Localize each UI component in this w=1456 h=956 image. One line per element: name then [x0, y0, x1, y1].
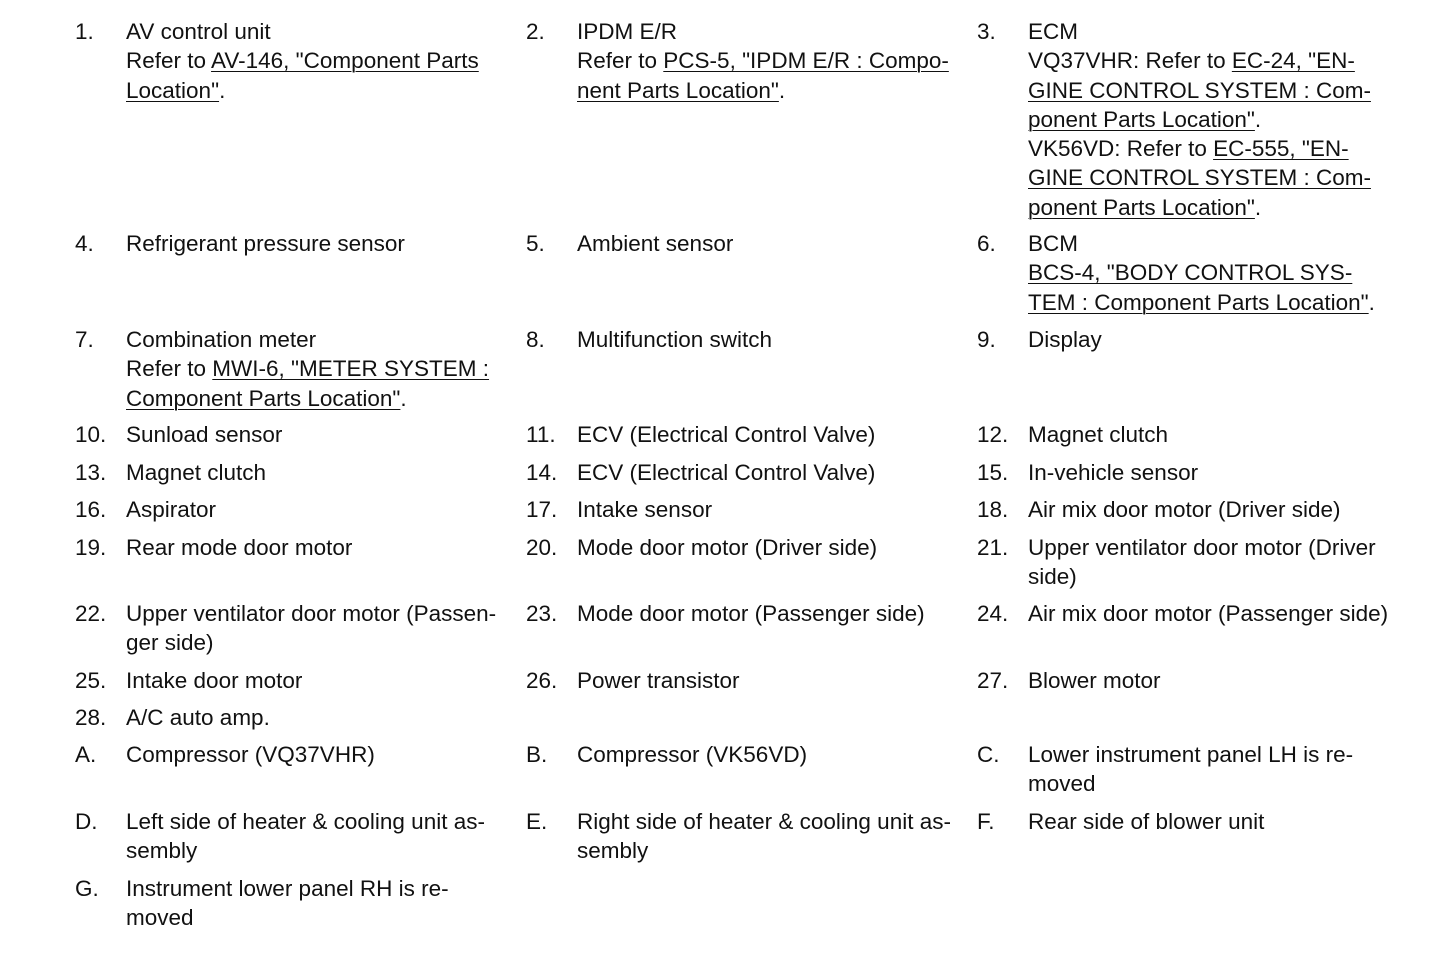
- item-title: BCM: [1028, 231, 1078, 256]
- item-number: 26.: [526, 668, 558, 693]
- item-letter: F.: [977, 809, 995, 834]
- item-letter: G.: [75, 876, 99, 901]
- item-content: [126, 703, 516, 732]
- period: .: [1368, 289, 1375, 315]
- item-content: [1028, 599, 1413, 628]
- item-text: Multifunction switch: [577, 327, 773, 352]
- item-title: IPDM E/R: [577, 19, 678, 44]
- item-text: Aspirator: [126, 497, 217, 522]
- item-number: 15.: [977, 460, 1009, 485]
- item-content: [126, 420, 516, 449]
- item-letter: C.: [977, 742, 1000, 767]
- item-text: Blower motor: [1028, 668, 1161, 693]
- item-content: [1028, 495, 1413, 524]
- item-number: 17.: [526, 497, 558, 522]
- item-text: Instrument lower panel RH is re-: [126, 876, 449, 901]
- item-number: 8.: [526, 327, 545, 352]
- reference-link[interactable]: EC-24, "EN-: [1231, 48, 1355, 74]
- item-number: 20.: [526, 535, 558, 560]
- item-content: [126, 599, 516, 658]
- item-letter: E.: [526, 809, 548, 834]
- item-number: 11.: [526, 422, 556, 447]
- item-content: [1028, 229, 1413, 317]
- period: .: [219, 77, 226, 103]
- item-letter: B.: [526, 742, 548, 767]
- item-content: [1028, 458, 1413, 487]
- reference-link[interactable]: PCS-5, "IPDM E/R : Compo-: [663, 48, 949, 74]
- item-text: Sunload sensor: [126, 422, 283, 447]
- item-number: 25.: [75, 668, 107, 693]
- item-content: [126, 874, 516, 933]
- item-text: Refrigerant pressure sensor: [126, 231, 405, 256]
- refer-text: Refer to: [126, 356, 213, 382]
- item-text: Right side of heater & cooling unit as-: [577, 809, 951, 834]
- period: .: [400, 385, 407, 411]
- reference-link[interactable]: nent Parts Location": [577, 77, 779, 103]
- item-title: ECM: [1028, 19, 1078, 44]
- period: .: [1254, 106, 1262, 132]
- item-number: 18.: [977, 497, 1009, 522]
- item-text: side): [1028, 564, 1077, 590]
- item-number: 16.: [75, 497, 107, 522]
- item-text: Power transistor: [577, 668, 740, 693]
- item-text: Intake sensor: [577, 497, 713, 522]
- item-text: moved: [126, 905, 194, 931]
- reference-link[interactable]: Location": [126, 77, 220, 103]
- item-content: [577, 458, 967, 487]
- reference-link[interactable]: BCS-4, "BODY CONTROL SYS-: [1028, 260, 1353, 286]
- item-content: [577, 495, 967, 524]
- refer-text: VQ37VHR: Refer to: [1028, 48, 1232, 74]
- item-number: 10.: [75, 422, 107, 447]
- period: .: [778, 77, 786, 103]
- item-number: 3.: [977, 19, 996, 44]
- reference-link[interactable]: Component Parts Location": [126, 385, 401, 411]
- item-text: Left side of heater & cooling unit as-: [126, 809, 485, 834]
- item-number: 19.: [75, 535, 107, 560]
- item-title: AV control unit: [126, 19, 271, 44]
- item-text: Upper ventilator door motor (Driver: [1028, 535, 1376, 560]
- item-content: [1028, 420, 1413, 449]
- item-content: [577, 420, 967, 449]
- item-content: [577, 325, 967, 354]
- item-number: 6.: [977, 231, 996, 256]
- item-text: Magnet clutch: [126, 460, 267, 485]
- item-number: 1.: [75, 19, 94, 44]
- item-text: Rear side of blower unit: [1028, 809, 1265, 834]
- item-number: 9.: [977, 327, 996, 352]
- item-letter: A.: [75, 742, 97, 767]
- item-text: Compressor (VK56VD): [577, 742, 808, 767]
- item-text: Compressor (VQ37VHR): [126, 742, 375, 767]
- item-number: 24.: [977, 601, 1009, 626]
- item-text: Lower instrument panel LH is re-: [1028, 742, 1354, 767]
- item-text: ECV (Electrical Control Valve): [577, 422, 876, 447]
- reference-link[interactable]: GINE CONTROL SYSTEM : Com-: [1028, 165, 1371, 191]
- item-text: Display: [1028, 327, 1102, 352]
- item-text: In-vehicle sensor: [1028, 460, 1199, 485]
- item-number: 12.: [977, 422, 1009, 447]
- item-content: [1028, 325, 1413, 354]
- item-number: 7.: [75, 327, 94, 352]
- item-number: 23.: [526, 601, 558, 626]
- item-content: [577, 666, 967, 695]
- refer-text: Refer to: [577, 48, 664, 74]
- item-text: ECV (Electrical Control Valve): [577, 460, 876, 485]
- item-content: [1028, 666, 1413, 695]
- item-content: [126, 325, 516, 413]
- item-content: [126, 533, 516, 562]
- item-text: sembly: [126, 838, 198, 864]
- item-text: Air mix door motor (Passenger side): [1028, 601, 1389, 626]
- item-content: [126, 17, 516, 105]
- item-text: Rear mode door motor: [126, 535, 353, 560]
- item-content: [126, 458, 516, 487]
- item-content: [577, 533, 967, 562]
- item-content: [126, 807, 516, 866]
- refer-text: VK56VD: Refer to: [1028, 136, 1214, 162]
- reference-link[interactable]: TEM : Component Parts Location": [1028, 289, 1369, 315]
- item-content: [126, 229, 516, 258]
- reference-link[interactable]: ponent Parts Location": [1028, 106, 1255, 132]
- item-content: [577, 599, 967, 628]
- item-text: Ambient sensor: [577, 231, 734, 256]
- item-content: [126, 740, 516, 769]
- period: .: [1254, 194, 1262, 220]
- item-text: Magnet clutch: [1028, 422, 1169, 447]
- item-number: 27.: [977, 668, 1009, 693]
- item-text: Air mix door motor (Driver side): [1028, 497, 1341, 522]
- item-text: A/C auto amp.: [126, 705, 270, 730]
- reference-link[interactable]: EC-555, "EN-: [1213, 136, 1349, 162]
- item-number: 4.: [75, 231, 94, 256]
- item-text: moved: [1028, 771, 1096, 797]
- item-number: 28.: [75, 705, 107, 730]
- item-content: [126, 495, 516, 524]
- item-text: Mode door motor (Passenger side): [577, 601, 925, 626]
- item-text: Intake door motor: [126, 668, 303, 693]
- item-number: 14.: [526, 460, 558, 485]
- item-text: ger side): [126, 630, 214, 656]
- item-text: Upper ventilator door motor (Passen-: [126, 601, 497, 626]
- item-content: [1028, 17, 1413, 222]
- item-content: [1028, 740, 1413, 799]
- item-number: 5.: [526, 231, 545, 256]
- item-number: 21.: [977, 535, 1009, 560]
- item-content: [577, 807, 967, 866]
- item-content: [1028, 807, 1413, 836]
- item-title: Combination meter: [126, 327, 317, 352]
- item-text: sembly: [577, 838, 649, 864]
- item-text: Mode door motor (Driver side): [577, 535, 878, 560]
- refer-text: Refer to: [126, 48, 212, 74]
- item-number: 13.: [75, 460, 107, 485]
- item-letter: D.: [75, 809, 98, 834]
- item-content: [577, 740, 967, 769]
- item-content: [1028, 533, 1413, 592]
- item-number: 2.: [526, 19, 545, 44]
- reference-link[interactable]: ponent Parts Location": [1028, 194, 1255, 220]
- reference-link[interactable]: AV-146, "Component Parts: [211, 48, 479, 74]
- item-number: 22.: [75, 601, 107, 626]
- reference-link[interactable]: MWI-6, "METER SYSTEM :: [212, 356, 490, 382]
- reference-link[interactable]: GINE CONTROL SYSTEM : Com-: [1028, 77, 1371, 103]
- item-content: [126, 666, 516, 695]
- item-content: [577, 229, 967, 258]
- item-content: [577, 17, 967, 105]
